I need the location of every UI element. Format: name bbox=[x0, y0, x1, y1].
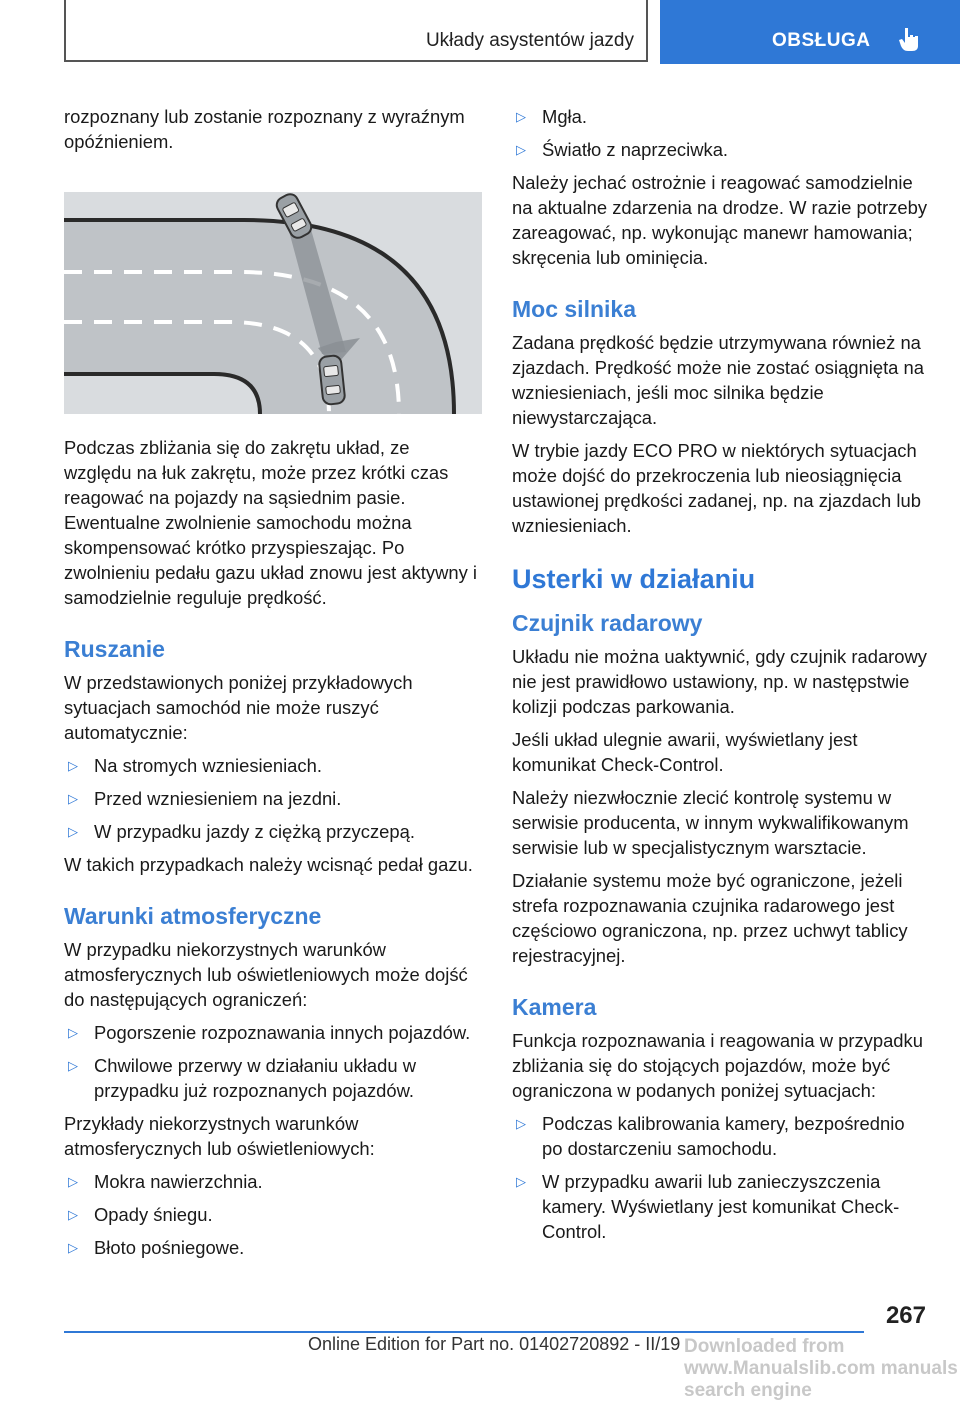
ruszanie-intro: W przedstawionych poniżej przykładowych sytuacjach samochód nie może ruszyć automatycznie: bbox=[64, 672, 413, 743]
section-label: OBSŁUGA bbox=[772, 30, 871, 51]
triangle-bullet-icon: ▷ bbox=[516, 1116, 526, 1131]
triangle-bullet-icon: ▷ bbox=[68, 1240, 78, 1255]
triangle-bullet-icon: ▷ bbox=[68, 791, 78, 806]
heading-warunki: Warunki atmosferyczne bbox=[64, 903, 322, 929]
ruszanie-list bbox=[64, 753, 482, 844]
list-item: ▷ Mokra nawierzchnia. bbox=[68, 1171, 263, 1192]
list-item: ▷ Błoto pośniegowe. bbox=[68, 1237, 245, 1258]
list-item: ▷ W przypadku awarii lub zanieczyszczenia kamery. Wyświetlany jest komunikat Check-Control. bbox=[516, 1171, 900, 1242]
careful-paragraph: Należy jechać ostrożnie i reagować samodzielnie na aktualne zdarzenia na drodze. W razie potrzeby zareagować, np. wykonując manewr hamowania; skręcenia lub ominięcia. bbox=[512, 172, 928, 268]
list-item: ▷ Opady śniegu. bbox=[68, 1204, 213, 1225]
list-item: ▷ W przypadku jazdy z ciężką przyczepą. bbox=[68, 821, 415, 842]
pointing-hand-icon bbox=[896, 26, 922, 52]
page-number: 267 bbox=[885, 1302, 926, 1329]
right-column bbox=[512, 104, 930, 1252]
triangle-bullet-icon: ▷ bbox=[516, 142, 526, 157]
edition-footer: Online Edition for Part no. 01402720892 - II/19 bbox=[308, 1334, 681, 1354]
triangle-bullet-icon: ▷ bbox=[68, 758, 78, 773]
left-column bbox=[64, 104, 482, 1268]
curve-road-illustration bbox=[64, 192, 482, 414]
heading-kamera: Kamera bbox=[512, 994, 597, 1020]
header-section-tab[interactable] bbox=[660, 0, 960, 64]
header-chapter-box bbox=[64, 0, 648, 62]
warunki-list bbox=[64, 1020, 482, 1103]
radar-paragraph-3: Należy niezwłocznie zlecić kontrolę systemu w serwisie producenta, w innym wykwalifikowanym serwisie lub w specjalistycznym warsztacie. bbox=[512, 787, 909, 858]
ruszanie-after: W takich przypadkach należy wcisnąć pedał gazu. bbox=[64, 854, 473, 875]
triangle-bullet-icon: ▷ bbox=[68, 824, 78, 839]
list-item: ▷ Podczas kalibrowania kamery, bezpośrednio po dostarczeniu samochodu. bbox=[516, 1113, 905, 1159]
list-item: ▷ Światło z naprzeciwka. bbox=[516, 139, 729, 160]
moc-paragraph-1: Zadana prędkość będzie utrzymywana również na zjazdach. Prędkość może nie zostać osiągnięta na wzniesieniach, jeśli moc silnika będzie niewystarczająca. bbox=[512, 332, 924, 428]
list-item: ▷ Pogorszenie rozpoznawania innych pojazdów. bbox=[68, 1022, 471, 1043]
warunki-examples-intro: Przykłady niekorzystnych warunków atmosferycznych lub oświetleniowych: bbox=[64, 1113, 375, 1159]
watermark: Downloaded from www.Manualslib.com manuals search engine bbox=[684, 1336, 958, 1401]
moc-paragraph-2: W trybie jazdy ECO PRO w niektórych sytuacjach może dojść do przekroczenia lub nieosiągnięcia ustawionej prędkości zadanej, np. na zjazdach lub wzniesieniach. bbox=[512, 440, 921, 536]
examples-cont-list bbox=[512, 104, 930, 162]
radar-paragraph-2: Jeśli układ ulegnie awarii, wyświetlany jest komunikat Check-Control. bbox=[512, 729, 858, 775]
kamera-intro: Funkcja rozpoznawania i reagowania w przypadku zbliżania się do stojących pojazdów, może być ograniczona w podanych poniżej sytuacjach: bbox=[512, 1030, 923, 1101]
triangle-bullet-icon: ▷ bbox=[68, 1025, 78, 1040]
warunki-examples-list bbox=[64, 1169, 482, 1260]
list-item: ▷ Mgła. bbox=[516, 106, 587, 127]
warunki-intro: W przypadku niekorzystnych warunków atmosferycznych lub oświetleniowych może dojść do następujących ograniczeń: bbox=[64, 939, 468, 1010]
list-item: ▷ Na stromych wzniesieniach. bbox=[68, 755, 322, 776]
list-item: ▷ Chwilowe przerwy w działaniu układu w przypadku już rozpoznanych pojazdów. bbox=[68, 1055, 416, 1101]
triangle-bullet-icon: ▷ bbox=[516, 109, 526, 124]
heading-usterki: Usterki w działaniu bbox=[512, 564, 756, 594]
chapter-title: Układy asystentów jazdy bbox=[425, 30, 634, 51]
heading-czujnik-radarowy: Czujnik radarowy bbox=[512, 610, 703, 636]
triangle-bullet-icon: ▷ bbox=[68, 1174, 78, 1189]
kamera-list bbox=[512, 1111, 930, 1244]
heading-moc-silnika: Moc silnika bbox=[512, 296, 636, 322]
radar-paragraph-4: Działanie systemu może być ograniczone, jeżeli strefa rozpoznawania czujnika radarowego jest częściowo ograniczona, np. przez uchwyt tablicy rejestracyjnej. bbox=[512, 870, 908, 966]
footer-divider bbox=[64, 1331, 864, 1333]
triangle-bullet-icon: ▷ bbox=[68, 1207, 78, 1222]
radar-paragraph-1: Układu nie można uaktywnić, gdy czujnik radarowy nie jest prawidłowo ustawiony, np. w następstwie kolizji podczas parkowania. bbox=[512, 646, 928, 717]
triangle-bullet-icon: ▷ bbox=[68, 1058, 78, 1073]
curve-paragraph: Podczas zbliżania się do zakrętu układ, ze względu na łuk zakrętu, może przez krótki czas reagować na pojazdy na sąsiednim pasie. Ewentualne zwolnienie samochodu można skompensować krótko przyspieszając. Po zwolnieniu pedału gazu układ znowu jest aktywny i samodzielnie reguluje prędkość. bbox=[64, 437, 478, 608]
triangle-bullet-icon: ▷ bbox=[516, 1174, 526, 1189]
list-item: ▷ Przed wzniesieniem na jezdni. bbox=[68, 788, 342, 809]
heading-ruszanie: Ruszanie bbox=[64, 636, 165, 662]
intro-paragraph: rozpoznany lub zostanie rozpoznany z wyraźnym opóźnieniem. bbox=[64, 106, 465, 152]
